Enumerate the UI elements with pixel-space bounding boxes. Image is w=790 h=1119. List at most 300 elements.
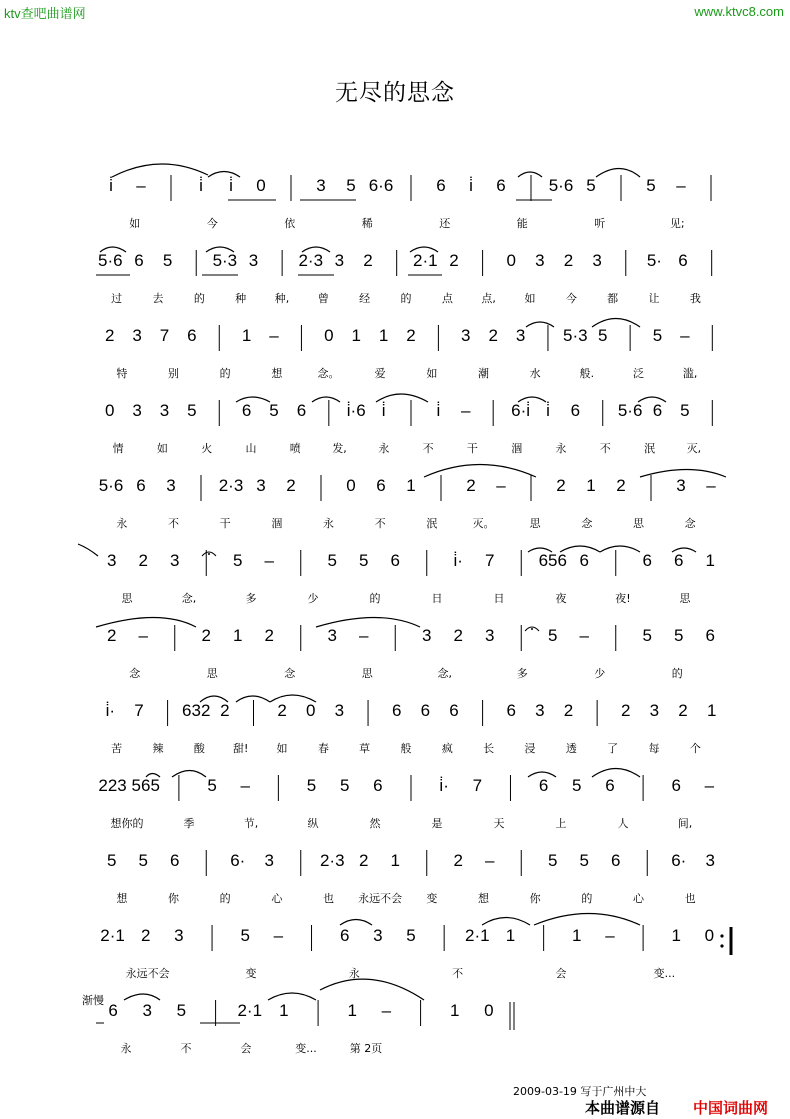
lyric-syllable: 你 (529, 892, 541, 905)
jianpu-note: 2·3 (298, 251, 324, 270)
site-url-right[interactable]: www.ktvc8.com (694, 4, 784, 19)
jianpu-note: 7 (134, 701, 144, 720)
jianpu-note: 6· (230, 851, 246, 870)
lyric-syllable: 少 (594, 667, 606, 680)
lyric-syllable: 永 (348, 967, 360, 980)
jianpu-note: 6 (570, 401, 581, 420)
jianpu-note: 3 (334, 701, 345, 720)
score-row (108, 1000, 493, 1055)
jianpu-note: 5 (579, 851, 589, 870)
lyric-syllable: 辣 (152, 742, 164, 755)
jianpu-note: 1 (406, 476, 416, 495)
lyric-syllable: 山 (245, 442, 257, 455)
score-row (98, 250, 712, 305)
lyric-syllable: 永远不会 (358, 892, 403, 905)
jianpu-note: 2 (359, 851, 369, 870)
jianpu-note: 3 (705, 851, 715, 870)
jianpu-note: – (680, 326, 690, 345)
slur (312, 397, 340, 402)
jianpu-note: 5·3 (212, 251, 238, 270)
lyric-syllable: 念, (437, 667, 452, 680)
lyric-syllable: 念 (581, 517, 593, 530)
jianpu-note: – (496, 476, 506, 495)
jianpu-note: 2 (363, 251, 373, 270)
lyric-syllable: 不 (422, 442, 434, 455)
lyric-syllable: 上 (555, 817, 567, 830)
jianpu-note: i̇· (439, 776, 449, 795)
lyric-syllable: 泯 (426, 517, 438, 530)
lyric-syllable: 过 (111, 292, 123, 305)
jianpu-note: 3 (107, 551, 117, 570)
slur (600, 546, 640, 552)
repeat-dot (720, 934, 723, 937)
jianpu-note: 5 (586, 176, 596, 195)
jianpu-note: 3 (485, 626, 495, 645)
jianpu-note: 3 (327, 626, 337, 645)
lyric-syllable: 永远不会 (125, 967, 170, 980)
lyric-syllable: 能 (516, 217, 528, 230)
lyric-syllable: 特 (116, 367, 128, 380)
jianpu-note: 2 (107, 626, 117, 645)
lyric-syllable: 如 (156, 442, 168, 455)
lyric-syllable: 潮 (478, 367, 489, 380)
lyric-syllable: 人 (617, 817, 629, 830)
jianpu-note: 0 (104, 401, 115, 420)
lyric-syllable: 不 (599, 442, 611, 455)
jianpu-note: – (461, 401, 471, 420)
jianpu-note: 565 (131, 776, 160, 795)
jianpu-note: 3 (676, 476, 686, 495)
lyric-syllable: 每 (648, 742, 660, 755)
lyric-syllable: 如 (524, 292, 536, 305)
lyric-syllable: 去 (152, 292, 164, 305)
jianpu-note: 7 (159, 326, 170, 345)
lyric-syllable: 夜! (615, 592, 631, 605)
jianpu-note: i̇· (105, 701, 116, 720)
jianpu-note: 7 (485, 551, 495, 570)
lyric-syllable: 会 (240, 1042, 252, 1055)
lyric-syllable: 了 (607, 742, 619, 755)
jianpu-note: 2 (141, 926, 151, 945)
lyric-syllable: 日 (431, 592, 443, 605)
jianpu-note: 6 (373, 776, 383, 795)
jianpu-note: i̇ (436, 401, 441, 420)
jianpu-note: 6 (652, 401, 663, 420)
lyric-syllable: 种, (274, 292, 290, 305)
lyric-syllable: 的 (219, 892, 231, 905)
jianpu-note: 1 (505, 926, 516, 945)
jianpu-note: 2 (488, 326, 498, 345)
slur (592, 769, 640, 778)
jianpu-note: 5 (680, 401, 690, 420)
lyric-syllable: 长 (483, 742, 495, 755)
score-row (109, 175, 711, 230)
lyric-syllable: 稀 (361, 217, 373, 230)
site-name-left[interactable]: ktv查吧曲谱网 (4, 6, 86, 21)
lyric-syllable: 的 (369, 592, 381, 605)
slur (172, 771, 206, 778)
slur (78, 544, 98, 556)
lyric-syllable: 甜! (232, 742, 249, 755)
jianpu-note: 1 (705, 551, 715, 570)
jianpu-note: 6 (642, 551, 652, 570)
score-row (106, 700, 717, 755)
lyric-syllable: 念, (181, 592, 197, 605)
jianpu-note: i̇·6 (346, 401, 366, 420)
lyric-syllable: 想你的 (110, 817, 144, 830)
lyric-syllable: 火 (201, 442, 213, 455)
jianpu-note: 6 (605, 776, 615, 795)
jianpu-note: 2 (264, 626, 274, 645)
jianpu-note: – (273, 926, 284, 945)
score-row (105, 400, 712, 455)
jianpu-note: i̇ (546, 401, 550, 420)
jianpu-note: 0 (704, 926, 715, 945)
jianpu-note: 3 (373, 926, 383, 945)
jianpu-note: 6 (391, 701, 402, 720)
lyric-syllable: 少 (307, 592, 319, 605)
jianpu-note: 2·3 (218, 476, 244, 495)
jianpu-note: 1 (351, 326, 361, 345)
jianpu-note: 1 (390, 851, 400, 870)
lyric-syllable: 水 (529, 367, 541, 380)
lyric-syllable: 永 (378, 442, 390, 455)
jianpu-note: 5 (674, 626, 684, 645)
lyric-syllable: 如 (276, 742, 288, 755)
jianpu-note: – (605, 926, 615, 945)
jianpu-note: 5 (406, 926, 416, 945)
jianpu-note: 3 (422, 626, 432, 645)
jianpu-note: 3 (142, 1001, 152, 1020)
jianpu-note: 6 (436, 176, 446, 195)
fermata-dot (208, 553, 210, 555)
lyric-syllable: 的 (671, 667, 683, 680)
jianpu-note: 6 (674, 551, 684, 570)
jianpu-note: 0 (346, 476, 356, 495)
lyric-syllable: 我 (689, 292, 701, 305)
jianpu-note: 6 (187, 326, 197, 345)
lyric-syllable: 纵 (307, 817, 319, 830)
lyric-syllable: 多 (245, 592, 257, 605)
score-row (107, 850, 715, 905)
lyric-syllable: 个 (689, 742, 701, 755)
lyric-syllable: 思 (206, 667, 218, 680)
jianpu-note: 3 (166, 476, 176, 495)
jianpu-note: 5· (646, 251, 662, 270)
score-rows (98, 175, 716, 1055)
jianpu-note: 5 (548, 851, 558, 870)
lyric-syllable: 喷 (289, 442, 301, 455)
jianpu-note: 2·1 (100, 926, 125, 945)
jianpu-note: 5 (359, 551, 369, 570)
lyric-syllable: 念 (284, 667, 296, 680)
jianpu-note: 1 (279, 1001, 289, 1020)
jianpu-note: 0 (506, 251, 516, 270)
jianpu-note: i̇ (469, 176, 473, 195)
lyric-syllable: 种 (235, 292, 247, 305)
lyric-syllable: 然 (369, 817, 381, 830)
footer-source: 本曲谱源自 (585, 1099, 661, 1117)
jianpu-note: 0 (256, 176, 266, 195)
lyric-syllable: 还 (439, 217, 451, 230)
lyric-syllable: 点 (441, 292, 453, 305)
jianpu-note: 6 (420, 701, 431, 720)
lyric-syllable: 听 (594, 217, 606, 230)
slur (518, 172, 542, 177)
lyric-syllable: 泛 (633, 367, 644, 380)
jianpu-note: 1 (572, 926, 582, 945)
jianpu-note: 5 (598, 326, 608, 345)
jianpu-note: 3 (461, 326, 471, 345)
jianpu-note: 3 (159, 401, 170, 420)
jianpu-note: 6 (678, 251, 688, 270)
jianpu-note: 2 (449, 251, 459, 270)
jianpu-note: – (579, 626, 589, 645)
jianpu-note: 1 (241, 326, 252, 345)
jianpu-note: 2 (563, 701, 574, 720)
jianpu-note: 5·3 (563, 326, 588, 345)
jianpu-note: 6·6 (368, 176, 394, 195)
lyric-syllable: 干 (466, 442, 478, 455)
lyric-syllable: 永 (555, 442, 567, 455)
score-row (99, 475, 717, 530)
jianpu-note: 6 (538, 776, 549, 795)
jianpu-note: 6 (241, 401, 252, 420)
lyric-syllable: 念。 (317, 367, 340, 380)
jianpu-note: 2 (556, 476, 566, 495)
lyric-syllable: 般 (400, 742, 412, 755)
footer-brand[interactable]: 中国词曲网 (693, 1099, 769, 1117)
jianpu-note: 3 (174, 926, 184, 945)
jianpu-note: 2 (563, 251, 574, 270)
lyric-syllable: 是 (431, 817, 443, 830)
jianpu-note: 1 (671, 926, 681, 945)
jianpu-note: 3 (132, 326, 142, 345)
jianpu-note: 1 (586, 476, 596, 495)
jianpu-note: 1 (450, 1001, 460, 1020)
lyric-syllable: 节, (243, 817, 259, 830)
jianpu-note: 6 (339, 926, 350, 945)
jianpu-note: 5 (642, 626, 652, 645)
jianpu-note: 5 (269, 401, 279, 420)
lyric-syllable: 想 (116, 892, 128, 905)
jianpu-note: 6 (671, 776, 681, 795)
lyric-syllable: 思 (633, 517, 644, 530)
lyric-syllable: 透 (565, 742, 577, 755)
lyric-syllable: 心 (633, 892, 644, 905)
lyric-syllable: 思 (361, 667, 373, 680)
lyric-syllable: 会 (555, 967, 567, 980)
jianpu-note: 3 (170, 551, 180, 570)
score-row (107, 550, 715, 605)
slur (340, 920, 372, 926)
jianpu-note: 2·1 (465, 926, 490, 945)
jianpu-note: 3 (248, 251, 259, 270)
jianpu-note: 6· (671, 851, 687, 870)
lyric-syllable: 变 (426, 892, 438, 905)
jianpu-note: 5 (233, 551, 243, 570)
lyric-syllable: 永 (116, 517, 128, 530)
lyric-syllable: 情 (112, 442, 124, 455)
jianpu-note: 5 (646, 176, 656, 195)
song-title: 无尽的思念 (335, 80, 455, 105)
jianpu-note: 3 (649, 701, 660, 720)
lyric-syllable: 夜 (555, 592, 567, 605)
score-row (98, 775, 714, 830)
lyric-syllable: 今 (565, 292, 577, 305)
slur (596, 169, 640, 178)
jianpu-note: 5 (548, 626, 558, 645)
lyric-syllable: 点, (481, 292, 496, 305)
jianpu-note: 5·6 (98, 476, 124, 495)
jianpu-note: 6 (170, 851, 180, 870)
jianpu-note: 2 (616, 476, 626, 495)
jianpu-note: 3 (535, 701, 545, 720)
lyric-syllable: 让 (648, 292, 660, 305)
lyric-syllable: 想 (478, 892, 489, 905)
jianpu-note: 1 (233, 626, 243, 645)
jianpu-note: 6 (296, 401, 307, 420)
lyric-syllable: 酸 (193, 742, 205, 755)
jianpu-note: – (676, 176, 686, 195)
jianpu-note: – (485, 851, 495, 870)
lyric-syllable: 心 (271, 892, 283, 905)
jianpu-note: 2 (621, 701, 631, 720)
jianpu-note: 0 (484, 1001, 494, 1020)
lyric-syllable: 苦 (111, 742, 123, 755)
jianpu-note: 2·1 (413, 251, 438, 270)
repeat-dot (720, 944, 723, 947)
jianpu-note: 1 (706, 701, 717, 720)
lyric-syllable: 涸 (271, 517, 283, 530)
jianpu-note: 3 (264, 851, 274, 870)
jianpu-note: 6 (611, 851, 621, 870)
jianpu-note: 3 (592, 251, 602, 270)
lyric-syllable: 的 (581, 892, 593, 905)
slur (482, 918, 530, 926)
lyric-syllable: 多 (516, 667, 528, 680)
jianpu-note: 2 (277, 701, 287, 720)
jianpu-note: 2 (678, 701, 688, 720)
jianpu-note: 2 (453, 851, 463, 870)
lyric-syllable: 依 (284, 217, 296, 230)
jianpu-note: – (136, 176, 146, 195)
jianpu-note: 3 (334, 251, 345, 270)
lyric-syllable: 也 (684, 892, 696, 905)
jianpu-note: 5 (306, 776, 317, 795)
lyric-syllable: 变... (295, 1042, 317, 1055)
lyric-syllable: 日 (493, 592, 505, 605)
jianpu-note: i̇ (381, 401, 386, 420)
jianpu-note: 3 (515, 326, 526, 345)
slur (320, 979, 424, 1000)
lyric-syllable: 如 (129, 217, 141, 230)
slur (112, 164, 208, 177)
jianpu-note: 632 (182, 701, 211, 720)
jianpu-note: i̇ (109, 176, 113, 195)
lyric-syllable: 般. (579, 367, 595, 380)
jianpu-note: 5 (339, 776, 350, 795)
slur (208, 172, 240, 178)
jianpu-note: 5 (240, 926, 250, 945)
jianpu-note: 5 (652, 326, 663, 345)
jianpu-note: 5 (162, 251, 173, 270)
jianpu-note: 2 (406, 326, 416, 345)
jianpu-note: 5 (207, 776, 217, 795)
jianpu-note: 5 (187, 401, 197, 420)
jianpu-note: 2 (286, 476, 296, 495)
jianpu-note: 6 (390, 551, 400, 570)
jianpu-note: 6 (134, 251, 144, 270)
jianpu-note: 2 (138, 551, 148, 570)
lyric-syllable: 经 (359, 292, 371, 305)
slur (534, 914, 640, 926)
jianpu-note: 5 (107, 851, 117, 870)
jianpu-note: 6 (705, 626, 715, 645)
jianpu-note: – (706, 476, 716, 495)
jianpu-note: – (269, 326, 279, 345)
score-row (107, 625, 715, 680)
lyric-syllable: 灭, (686, 442, 702, 455)
lyric-syllable: 今 (206, 217, 218, 230)
lyric-syllable: 别 (168, 367, 179, 380)
lyric-syllable: 永 (323, 517, 334, 530)
jianpu-note: – (240, 776, 250, 795)
score-row (100, 925, 714, 980)
lyric-syllable: 第 2页 (349, 1042, 383, 1055)
lyric-syllable: 灭。 (472, 517, 495, 530)
score-row (105, 325, 712, 380)
lyric-syllable: 疯 (441, 742, 453, 755)
jianpu-note: i̇ (229, 176, 233, 195)
jianpu-note: 3 (316, 176, 326, 195)
jianpu-note: – (138, 626, 148, 645)
jianpu-note: – (381, 1001, 392, 1020)
jianpu-note: 2 (220, 701, 230, 720)
jianpu-note: 6 (496, 176, 506, 195)
jianpu-note: 0 (306, 701, 316, 720)
lyric-syllable: 季 (183, 817, 195, 830)
lyric-syllable: 春 (317, 742, 329, 755)
lyric-syllable: 天 (493, 817, 505, 830)
lyric-syllable: 思 (529, 517, 541, 530)
lyric-syllable: 爱 (374, 367, 386, 380)
jianpu-note: 5 (327, 551, 337, 570)
jianpu-note: 5·6 (548, 176, 574, 195)
jianpu-note: 5·6 (617, 401, 643, 420)
lyric-syllable: 泯 (644, 442, 656, 455)
lyric-syllable: 不 (168, 517, 179, 530)
jianpu-note: 2 (466, 476, 476, 495)
jianpu-note: 0 (324, 326, 334, 345)
footer-date: 2009-03-19 写于广州中大 (513, 1085, 647, 1098)
lyric-syllable: 思 (679, 592, 691, 605)
lyric-syllable: 发, (332, 442, 347, 455)
jianpu-note: 2·1 (237, 1001, 263, 1020)
lyric-syllable: 滥, (682, 367, 698, 380)
jianpu-note: 6 (136, 476, 146, 495)
tempo-mark: 渐慢 (82, 994, 104, 1007)
lyric-syllable: 曾 (317, 292, 329, 305)
slur (526, 322, 554, 327)
jianpu-note: 5·6 (98, 251, 123, 270)
jianpu-note: i̇ (199, 176, 203, 195)
lyric-syllable: 的 (400, 292, 412, 305)
lyric-syllable: 不 (180, 1042, 192, 1055)
jianpu-note: 5 (176, 1001, 187, 1020)
lyric-syllable: 变... (653, 967, 676, 980)
jianpu-note: 2 (104, 326, 115, 345)
